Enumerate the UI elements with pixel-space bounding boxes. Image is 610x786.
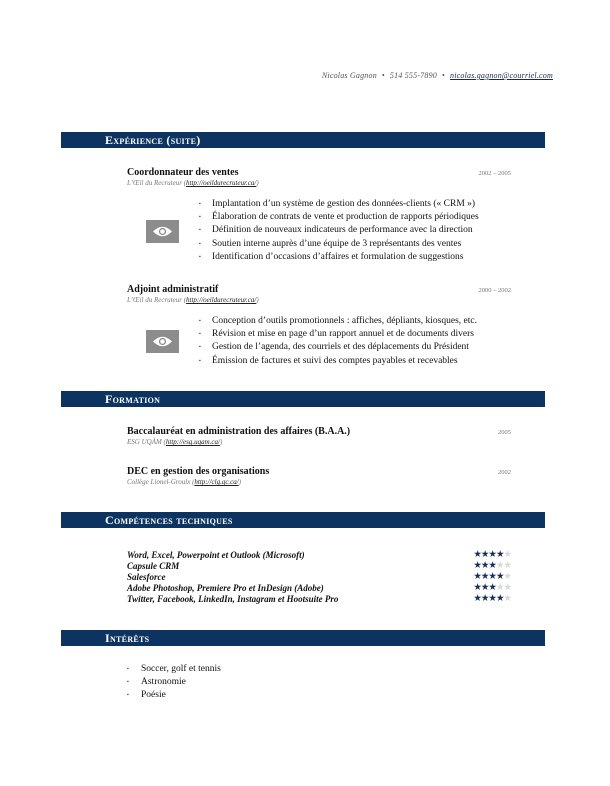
paren: ) bbox=[256, 179, 259, 187]
job-title: Adjoint administratif bbox=[127, 284, 219, 295]
school-link[interactable]: http://clg.qc.ca/ bbox=[194, 478, 239, 486]
star-rating bbox=[473, 550, 511, 560]
skill-name: Capsule CRM bbox=[127, 560, 180, 571]
section-title: Intérêts bbox=[105, 631, 150, 645]
skill-row bbox=[127, 582, 511, 593]
degree-title: Baccalauréat en administration des affaires (B.A.A.) bbox=[127, 426, 351, 437]
skills-list bbox=[127, 549, 511, 604]
employer-name: L’Œil du Recruteur ( bbox=[127, 179, 187, 187]
skill-row bbox=[127, 593, 511, 604]
star-filled-icon: ★★★ bbox=[473, 559, 496, 571]
degree-title: DEC en gestion des organisations bbox=[127, 466, 270, 477]
eye-icon bbox=[152, 224, 173, 239]
star-rating bbox=[473, 594, 511, 604]
bullet-item: ▪ Implantation d’un système de gestion des données-clients (« CRM ») bbox=[199, 198, 479, 211]
school bbox=[127, 478, 511, 486]
image-placeholder bbox=[146, 220, 179, 243]
employer-link[interactable]: http://oeildurecruteur.ca/ bbox=[186, 179, 257, 187]
star-empty-icon: ★★ bbox=[495, 581, 511, 593]
bullet-item: ▪ Élaboration de contrats de vente et production de rapports périodiques bbox=[199, 211, 479, 224]
job-title: Coordonnateur des ventes bbox=[127, 167, 239, 178]
education-entry bbox=[127, 466, 511, 486]
employer bbox=[127, 296, 511, 304]
skill-name: Twitter, Facebook, LinkedIn, Instagram et Hootsuite Pro bbox=[127, 593, 339, 604]
contact-phone: 514 555-7890 bbox=[389, 71, 437, 80]
eye-icon bbox=[152, 334, 173, 349]
degree-year: 2002 bbox=[498, 469, 511, 476]
section-header-interests bbox=[61, 630, 545, 646]
skill-name: Salesforce bbox=[127, 571, 166, 582]
section-title: Compétences techniques bbox=[105, 513, 233, 527]
degree-year: 2005 bbox=[498, 429, 511, 436]
skill-name: Adobe Photoshop, Premiere Pro et InDesign (Adobe) bbox=[127, 582, 324, 593]
job-dates: 2000 – 2002 bbox=[478, 287, 511, 294]
education-entry bbox=[127, 426, 511, 446]
star-empty-icon: ★ bbox=[503, 592, 511, 604]
star-filled-icon: ★★★★ bbox=[473, 592, 504, 604]
skill-name: Word, Excel, Powerpoint et Outlook (Microsoft) bbox=[127, 549, 305, 560]
job-bullets bbox=[199, 198, 479, 264]
employer bbox=[127, 179, 511, 187]
star-empty-icon: ★ bbox=[503, 570, 511, 582]
interest-item: ▪ Astronomie bbox=[127, 676, 221, 689]
bullet-item: ▪ Définition de nouveaux indicateurs de performance avec la direction bbox=[199, 224, 479, 237]
contact-line bbox=[322, 71, 553, 80]
star-rating bbox=[473, 572, 511, 582]
star-rating bbox=[473, 583, 511, 593]
paren: ) bbox=[256, 296, 259, 304]
bullet-item: ▪ Conception d’outils promotionnels : affiches, dépliants, kiosques, etc. bbox=[199, 315, 477, 328]
experience-entry bbox=[127, 284, 511, 304]
star-empty-icon: ★★ bbox=[495, 559, 511, 571]
school-name: ESG UQÀM ( bbox=[127, 438, 166, 446]
skill-row bbox=[127, 571, 511, 582]
section-title: Formation bbox=[105, 392, 161, 406]
interests-list bbox=[127, 663, 221, 702]
school-name: Collège Lionel-Groulx ( bbox=[127, 478, 195, 486]
section-header-skills bbox=[61, 512, 545, 528]
job-dates: 2002 – 2005 bbox=[478, 170, 511, 177]
paren: ) bbox=[219, 438, 223, 446]
skill-row bbox=[127, 560, 511, 571]
bullet-item: ▪ Identification d’occasions d’affaires et formulation de suggestions bbox=[199, 251, 479, 264]
section-title: Expérience (suite) bbox=[105, 133, 201, 147]
section-header-education bbox=[61, 391, 545, 407]
star-filled-icon: ★★★ bbox=[473, 581, 496, 593]
contact-name: Nicolas Gagnon bbox=[321, 71, 377, 80]
job-bullets bbox=[199, 315, 477, 368]
bullet-item: ▪ Émission de factures et suivi des comptes payables et recevables bbox=[199, 355, 477, 368]
interest-item: ▪ Poésie bbox=[127, 689, 221, 702]
star-empty-icon: ★ bbox=[503, 548, 511, 560]
section-header-experience bbox=[61, 132, 545, 148]
paren: ) bbox=[238, 478, 242, 486]
star-rating bbox=[473, 561, 511, 571]
employer-name: L’Œil du Recruteur ( bbox=[127, 296, 187, 304]
school bbox=[127, 438, 511, 446]
contact-email-link[interactable]: nicolas.gagnon@courriel.com bbox=[450, 71, 553, 80]
experience-entry bbox=[127, 167, 511, 187]
bullet-item: ▪ Gestion de l’agenda, des courriels et des déplacements du Président bbox=[199, 341, 477, 354]
skill-row bbox=[127, 549, 511, 560]
school-link[interactable]: http://esg.uqam.ca/ bbox=[165, 438, 220, 446]
image-placeholder bbox=[146, 330, 179, 353]
separator: • bbox=[381, 71, 385, 80]
separator: • bbox=[442, 71, 446, 80]
interest-item: ▪ Soccer, golf et tennis bbox=[127, 663, 221, 676]
employer-link[interactable]: http://oeildurecruteur.ca/ bbox=[186, 296, 257, 304]
bullet-item: ▪ Révision et mise en page d’un rapport annuel et de documents divers bbox=[199, 328, 477, 341]
bullet-item: ▪ Soutien interne auprès d’une équipe de 3 représentants des ventes bbox=[199, 238, 479, 251]
star-filled-icon: ★★★★ bbox=[473, 548, 504, 560]
star-filled-icon: ★★★★ bbox=[473, 570, 504, 582]
